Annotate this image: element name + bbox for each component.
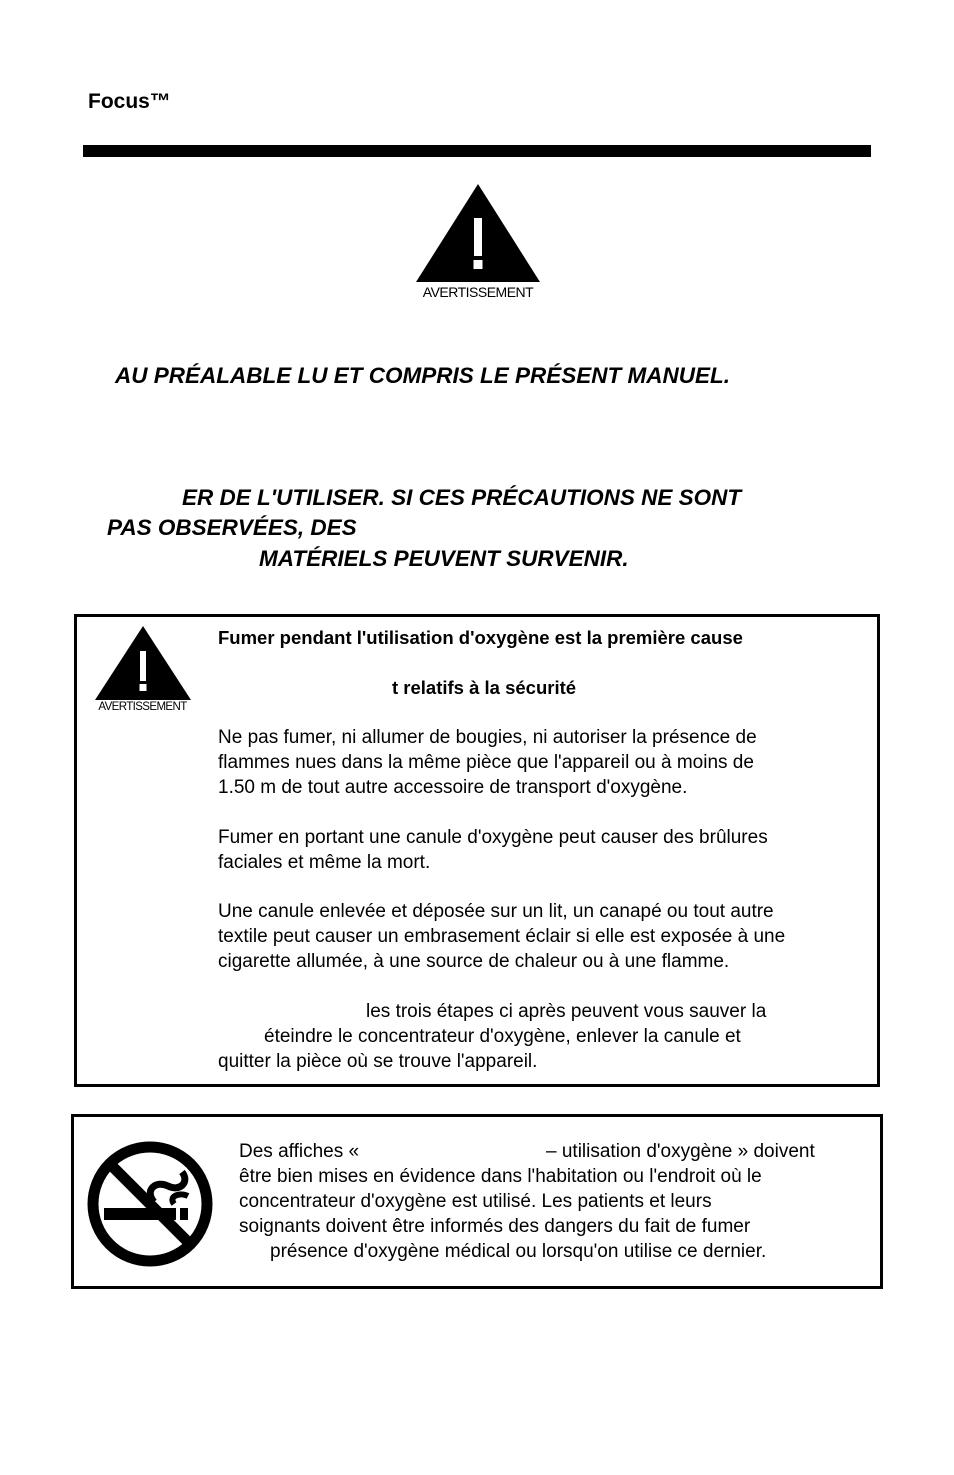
intro-line-3: PAS OBSERVÉES, DES	[107, 515, 357, 540]
box1-p1-line: flammes nues dans la même pièce que l'appareil ou à moins de	[218, 752, 754, 773]
box1-p4-line: les trois étapes ci après peuvent vous sauver la	[366, 1001, 767, 1022]
box1-p2-line: faciales et même la mort.	[218, 852, 431, 873]
box1-p1-line: Ne pas fumer, ni allumer de bougies, ni autoriser la présence de	[218, 727, 757, 748]
intro-line-2: ER DE L'UTILISER. SI CES PRÉCAUTIONS NE SONT	[182, 485, 742, 510]
intro-line-4: MATÉRIELS PEUVENT SURVENIR.	[259, 546, 629, 571]
top-warning	[405, 182, 551, 300]
box1-p4-line: éteindre le concentrateur d'oxygène, enlever la canule et	[264, 1026, 741, 1047]
box1-warning	[90, 625, 195, 713]
warning-caption: AVERTISSEMENT	[422, 284, 534, 300]
box2-line-5: présence d'oxygène médical ou lorsqu'on utilise ce dernier.	[270, 1241, 767, 1262]
box1-p3-line: cigarette allumée, à une source de chaleur ou à une flamme.	[218, 951, 730, 972]
box2-line-1a: Des affiches «	[239, 1141, 360, 1162]
box1-heading-1: Fumer pendant l'utilisation d'oxygène est la première cause	[218, 627, 743, 648]
box1-p1-line: 1.50 m de tout autre accessoire de transport d'oxygène.	[218, 777, 688, 798]
box1-p4-line: quitter la pièce où se trouve l'appareil.	[218, 1051, 538, 1072]
box1-heading-2: t relatifs à la sécurité	[392, 677, 577, 698]
warning-caption: AVERTISSEMENT	[98, 701, 187, 713]
header-rule	[83, 145, 871, 157]
warning-triangle-icon	[414, 182, 542, 284]
box2-line-1b: – utilisation d'oxygène » doivent	[546, 1141, 815, 1162]
header-title: Focus™	[88, 90, 171, 113]
box2-line-3: concentrateur d'oxygène est utilisé. Les patients et leurs	[239, 1191, 712, 1212]
warning-triangle-icon	[93, 625, 193, 701]
box1-p3-line: textile peut causer un embrasement éclair si elle est exposée à une	[218, 926, 786, 947]
box1-p2-line: Fumer en portant une canule d'oxygène peut causer des brûlures	[218, 827, 768, 848]
box1-p3-line: Une canule enlevée et déposée sur un lit, un canapé ou tout autre	[218, 901, 774, 922]
box2-line-2: être bien mises en évidence dans l'habitation ou l'endroit où le	[239, 1166, 762, 1187]
no-smoking-icon	[84, 1140, 216, 1275]
intro-line-1: AU PRÉALABLE LU ET COMPRIS LE PRÉSENT MANUEL.	[115, 363, 731, 388]
box2-line-4: soignants doivent être informés des dangers du fait de fumer	[239, 1216, 751, 1237]
